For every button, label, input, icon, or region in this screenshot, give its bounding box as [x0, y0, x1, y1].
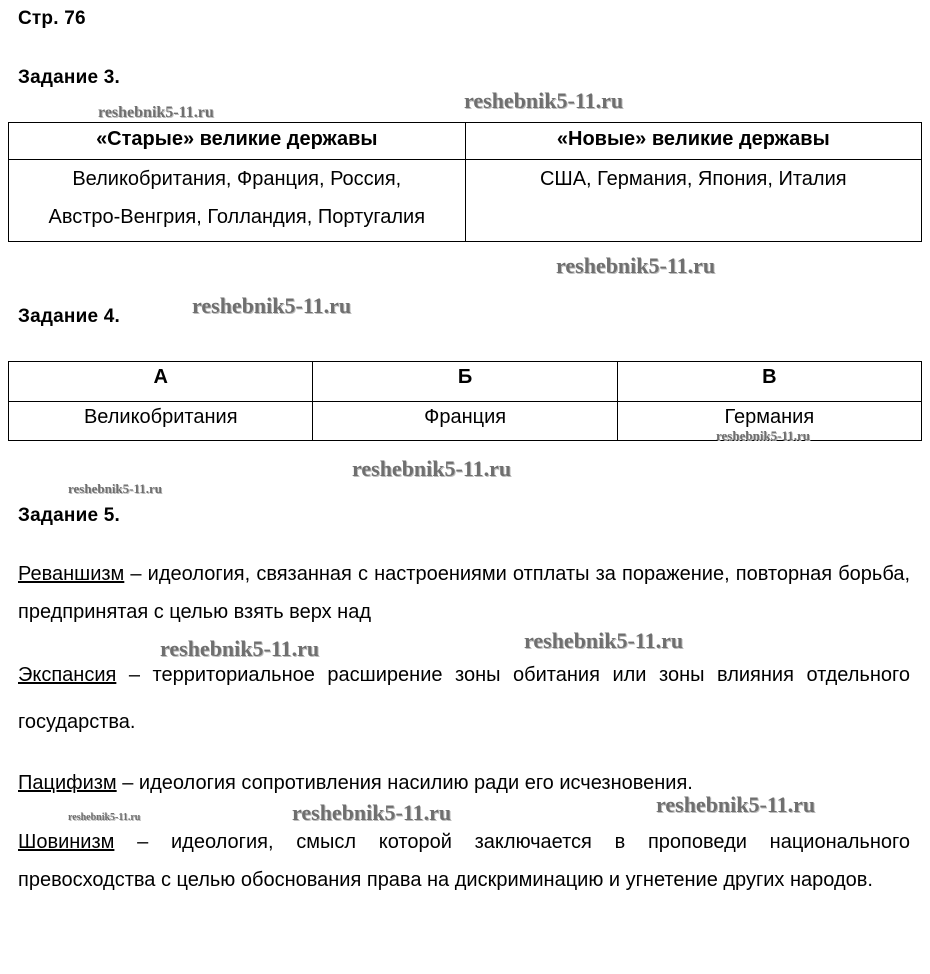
watermark: reshebnik5-11.ru [656, 792, 816, 817]
task3-new-line1: США, Германия, Япония, Италия [539, 168, 847, 190]
watermark: reshebnik5-11.ru [192, 293, 352, 318]
task4-header-a: А [9, 362, 313, 402]
task4-heading: Задание 4. [18, 306, 120, 327]
term-revanchism: Реваншизм [18, 563, 125, 585]
task3-header-old: «Старые» великие державы [9, 123, 466, 160]
watermark: reshebnik5-11.ru [556, 253, 716, 278]
definition-text-pacifism: – идеология сопротивления насилию ради его исчезновения. [116, 772, 693, 794]
task3-heading: Задание 3. [18, 67, 120, 88]
definition-chauvinism [18, 823, 910, 899]
watermark: reshebnik5-11.ru [464, 88, 624, 113]
definition-text-revanchism: – идеология, связанная с настроениями отплаты за поражение, повторная борьба, предпринятая с целью взять верх над [18, 563, 910, 623]
term-pacifism: Пацифизм [18, 772, 117, 794]
page-number: Стр. 76 [18, 8, 86, 29]
task3-old-line2: Австро-Венгрия, Голландия, Португалия [48, 206, 426, 228]
definition-text-chauvinism: – идеология, смысл которой заключается в проповеди национального превосходства с целью обоснования права на дискриминацию и угнетение других народов. [18, 831, 910, 891]
definition-expansion [18, 652, 910, 746]
watermark: reshebnik5-11.ru [716, 428, 811, 443]
watermark: reshebnik5-11.ru [68, 481, 163, 496]
task3-header-new: «Новые» великие державы [465, 123, 921, 160]
watermark: reshebnik5-11.ru [524, 628, 684, 653]
task3-old-line1: Великобритания, Франция, Россия, [72, 168, 402, 190]
definition-text-expansion: – территориальное расширение зоны обитания или зоны влияния отдельного государства. [18, 664, 910, 733]
task3-new-cell [465, 160, 921, 242]
task4-header-b: Б [313, 362, 617, 402]
task4-value-v: Германия [617, 402, 921, 441]
watermark: reshebnik5-11.ru [292, 800, 452, 825]
watermark: reshebnik5-11.ru [98, 104, 214, 121]
term-chauvinism: Шовинизм [18, 831, 115, 853]
definition-revanchism [18, 555, 910, 631]
watermark: reshebnik5-11.ru [160, 636, 320, 661]
term-expansion: Экспансия [18, 664, 117, 686]
task4-header-v: В [617, 362, 921, 402]
watermark: reshebnik5-11.ru [352, 456, 512, 481]
watermark: reshebnik5-11.ru [68, 812, 141, 823]
task5-heading: Задание 5. [18, 505, 120, 526]
task4-value-a: Великобритания [9, 402, 313, 441]
task3-table [8, 122, 922, 242]
task3-old-cell [9, 160, 466, 242]
task4-value-b: Франция [313, 402, 617, 441]
